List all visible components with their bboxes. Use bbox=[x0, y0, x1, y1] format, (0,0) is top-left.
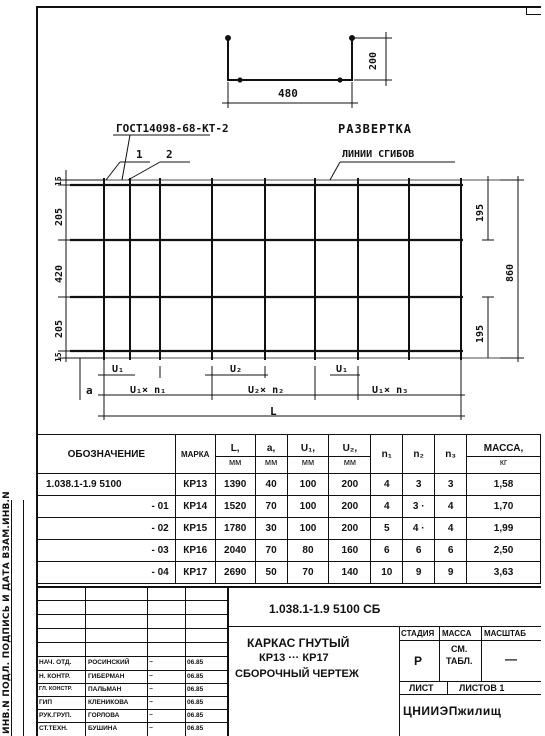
title-block bbox=[37, 586, 541, 736]
title-line-2: КР13 ··· КР17 bbox=[259, 652, 329, 664]
header-L: L, мм bbox=[215, 435, 255, 474]
cell-u2: 200 bbox=[329, 518, 371, 540]
cell-mass: 1,70 bbox=[467, 496, 541, 518]
profile-width-dim: 480 bbox=[278, 87, 298, 100]
cell-n3: 4 bbox=[435, 518, 467, 540]
header-n2: n₂ bbox=[403, 435, 435, 474]
sheet-label: ЛИСТ bbox=[409, 683, 434, 693]
sig-role: НАЧ. ОТД. bbox=[39, 659, 72, 666]
profile-height-dim: 200 bbox=[368, 51, 379, 70]
header-mark: МАРКА bbox=[175, 435, 215, 474]
table-row bbox=[38, 562, 541, 584]
sig-date: 06.85 bbox=[187, 712, 204, 719]
tb-top-border bbox=[37, 586, 541, 588]
profile-dimensions bbox=[222, 32, 392, 108]
cell-mark: КР14 bbox=[175, 496, 215, 518]
cell-designation: - 02 bbox=[38, 518, 176, 540]
sig-name: ПАЛЬМАН bbox=[88, 686, 122, 693]
cell-mark: КР17 bbox=[175, 562, 215, 584]
title-line-1: КАРКАС ГНУТЫЙ bbox=[247, 636, 350, 650]
dim-u2: U₂ bbox=[230, 364, 243, 375]
dim-u1-right: U₁ bbox=[336, 364, 349, 375]
cell-L: 1390 bbox=[215, 474, 255, 496]
stage-value: Р bbox=[414, 654, 423, 668]
signature-row bbox=[37, 684, 227, 697]
cell-u2: 140 bbox=[329, 562, 371, 584]
bend-lines-label: ЛИНИИ СГИБОВ bbox=[342, 149, 415, 160]
sig-role: ГИП bbox=[39, 699, 53, 706]
cell-designation: - 04 bbox=[38, 562, 176, 584]
cell-mass: 1,99 bbox=[467, 518, 541, 540]
sig-date: 06.85 bbox=[187, 725, 204, 732]
dim-left-top: 15 bbox=[54, 176, 63, 186]
cell-L: 2690 bbox=[215, 562, 255, 584]
sig-handwritten: ~ bbox=[149, 699, 153, 706]
cell-n3: 9 bbox=[435, 562, 467, 584]
tb-sheet-line bbox=[399, 681, 541, 682]
cell-u1: 100 bbox=[287, 474, 329, 496]
sig-name: БУШИНА bbox=[88, 725, 118, 732]
sig-role: ГЛ. КОНСТР. bbox=[39, 686, 73, 692]
dim-u2n2: U₂× n₂ bbox=[248, 385, 285, 396]
cell-n1: 6 bbox=[371, 540, 403, 562]
dim-right-860: 860 bbox=[505, 263, 516, 282]
specification-table bbox=[37, 434, 541, 584]
tb-stage-divider bbox=[439, 626, 440, 681]
sig-name: ГИБЕРМАН bbox=[88, 673, 125, 680]
side-strip-divider bbox=[23, 500, 24, 736]
cell-n3: 3 bbox=[435, 474, 467, 496]
unfolded-mesh bbox=[70, 178, 500, 360]
razvertka-title: РАЗВЕРТКА bbox=[338, 122, 413, 136]
cell-n1: 10 bbox=[371, 562, 403, 584]
table-row bbox=[38, 496, 541, 518]
dim-right-195a: 195 bbox=[475, 203, 486, 222]
sig-row-line bbox=[37, 642, 227, 643]
sig-date: 06.85 bbox=[187, 673, 204, 680]
table-row bbox=[38, 540, 541, 562]
dim-u1n3: U₁× n₃ bbox=[372, 385, 409, 396]
cell-mass: 2,50 bbox=[467, 540, 541, 562]
cell-n2: 4 · bbox=[403, 518, 435, 540]
signature-row bbox=[37, 697, 227, 710]
signature-row bbox=[37, 671, 227, 684]
cell-u1: 70 bbox=[287, 562, 329, 584]
header-mass: МАССА, кг bbox=[467, 435, 541, 474]
mass-value-2: ТАБЛ. bbox=[446, 656, 473, 666]
doc-code: 1.038.1-1.9 5100 СБ bbox=[269, 602, 381, 616]
sig-handwritten: ~ bbox=[149, 659, 153, 666]
dim-left-205b: 205 bbox=[54, 319, 65, 338]
cell-L: 1520 bbox=[215, 496, 255, 518]
cell-mark: КР15 bbox=[175, 518, 215, 540]
scale-header: МАСШТАБ bbox=[484, 629, 526, 638]
cell-a: 70 bbox=[255, 540, 287, 562]
cell-a: 70 bbox=[255, 496, 287, 518]
callout-2: 2 bbox=[166, 148, 173, 161]
cell-n3: 4 bbox=[435, 496, 467, 518]
dim-u1-left: U₁ bbox=[112, 364, 125, 375]
tb-stage-header-line bbox=[399, 640, 541, 641]
sig-handwritten: ~ bbox=[149, 673, 153, 680]
sig-name: ГОРЛОВА bbox=[88, 712, 120, 719]
cell-n2: 6 bbox=[403, 540, 435, 562]
right-dimension-chain bbox=[482, 176, 524, 362]
sig-handwritten: ~ bbox=[149, 686, 153, 693]
cell-u1: 100 bbox=[287, 518, 329, 540]
signature-row bbox=[37, 657, 227, 670]
cell-n2: 3 · bbox=[403, 496, 435, 518]
callout-1: 1 bbox=[136, 148, 143, 161]
sig-name: КЛЕНИКОВА bbox=[88, 699, 129, 706]
header-designation: ОБОЗНАЧЕНИЕ bbox=[38, 435, 176, 474]
sig-row-line bbox=[37, 628, 227, 629]
cell-designation: - 01 bbox=[38, 496, 176, 518]
cell-L: 1780 bbox=[215, 518, 255, 540]
cell-n1: 4 bbox=[371, 474, 403, 496]
header-u2: U₂, мм bbox=[329, 435, 371, 474]
dim-left-205a: 205 bbox=[54, 207, 65, 226]
sig-name: РОСИНСКИЙ bbox=[88, 659, 130, 666]
cell-designation: - 03 bbox=[38, 540, 176, 562]
scale-value: — bbox=[505, 652, 517, 666]
sig-date: 06.85 bbox=[187, 699, 204, 706]
cell-a: 30 bbox=[255, 518, 287, 540]
cell-n1: 5 bbox=[371, 518, 403, 540]
cell-u2: 200 bbox=[329, 474, 371, 496]
dim-right-195b: 195 bbox=[475, 324, 486, 343]
cell-a: 50 bbox=[255, 562, 287, 584]
table-row bbox=[38, 518, 541, 540]
tb-code-line bbox=[229, 626, 541, 627]
header-n3: n₃ bbox=[435, 435, 467, 474]
tb-sheet-divider bbox=[447, 681, 448, 694]
cell-u1: 100 bbox=[287, 496, 329, 518]
header-u1: U₁, мм bbox=[287, 435, 329, 474]
tb-mass-divider bbox=[481, 626, 482, 681]
cell-designation: 1.038.1-1.9 5100 bbox=[38, 474, 176, 496]
cell-mark: КР13 bbox=[175, 474, 215, 496]
cell-L: 2040 bbox=[215, 540, 255, 562]
sig-date: 06.85 bbox=[187, 659, 204, 666]
sig-handwritten: ~ bbox=[149, 712, 153, 719]
sheets-label: ЛИСТОВ 1 bbox=[459, 683, 505, 693]
table-row bbox=[38, 474, 541, 496]
signature-row bbox=[37, 723, 227, 736]
sig-role: СТ.ТЕХН. bbox=[39, 725, 68, 732]
side-stamp-label: ИНВ.N ПОДЛ. ПОДПИСЬ И ДАТА ВЗАМ.ИНВ.N bbox=[2, 491, 12, 734]
channel-profile bbox=[226, 36, 354, 82]
tb-org-line bbox=[399, 694, 541, 695]
header-a: a, мм bbox=[255, 435, 287, 474]
signature-row bbox=[37, 710, 227, 723]
sig-row-line bbox=[37, 614, 227, 615]
cell-n2: 9 bbox=[403, 562, 435, 584]
cell-u1: 80 bbox=[287, 540, 329, 562]
cell-mass: 1,58 bbox=[467, 474, 541, 496]
header-n1: n₁ bbox=[371, 435, 403, 474]
mass-header: МАССА bbox=[442, 629, 472, 638]
cell-mark: КР16 bbox=[175, 540, 215, 562]
cell-mass: 3,63 bbox=[467, 562, 541, 584]
cell-a: 40 bbox=[255, 474, 287, 496]
table-header-row bbox=[38, 435, 541, 474]
cell-u2: 200 bbox=[329, 496, 371, 518]
mass-value-1: СМ. bbox=[451, 644, 468, 654]
title-line-3: СБОРОЧНЫЙ ЧЕРТЕЖ bbox=[235, 668, 359, 680]
dim-L: L bbox=[270, 405, 277, 418]
dim-u1n1: U₁× n₁ bbox=[130, 385, 167, 396]
cell-n3: 6 bbox=[435, 540, 467, 562]
sig-role: РУК.ГРУП. bbox=[39, 712, 72, 719]
tb-divider bbox=[227, 586, 229, 736]
sig-role: Н. КОНТР. bbox=[39, 673, 71, 680]
organization: ЦНИИЭПжилищ bbox=[403, 704, 502, 718]
stage-header: СТАДИЯ bbox=[401, 629, 435, 638]
dim-left-bottom: 15 bbox=[54, 352, 63, 362]
dim-a: a bbox=[86, 384, 93, 397]
sig-date: 06.85 bbox=[187, 686, 204, 693]
gost-reference: ГОСТ14098-68-КТ-2 bbox=[116, 122, 229, 135]
dim-left-420: 420 bbox=[54, 264, 65, 283]
cell-u2: 160 bbox=[329, 540, 371, 562]
cell-n2: 3 bbox=[403, 474, 435, 496]
cell-n1: 4 bbox=[371, 496, 403, 518]
sig-row-line bbox=[37, 600, 227, 601]
sig-handwritten: ~ bbox=[149, 725, 153, 732]
